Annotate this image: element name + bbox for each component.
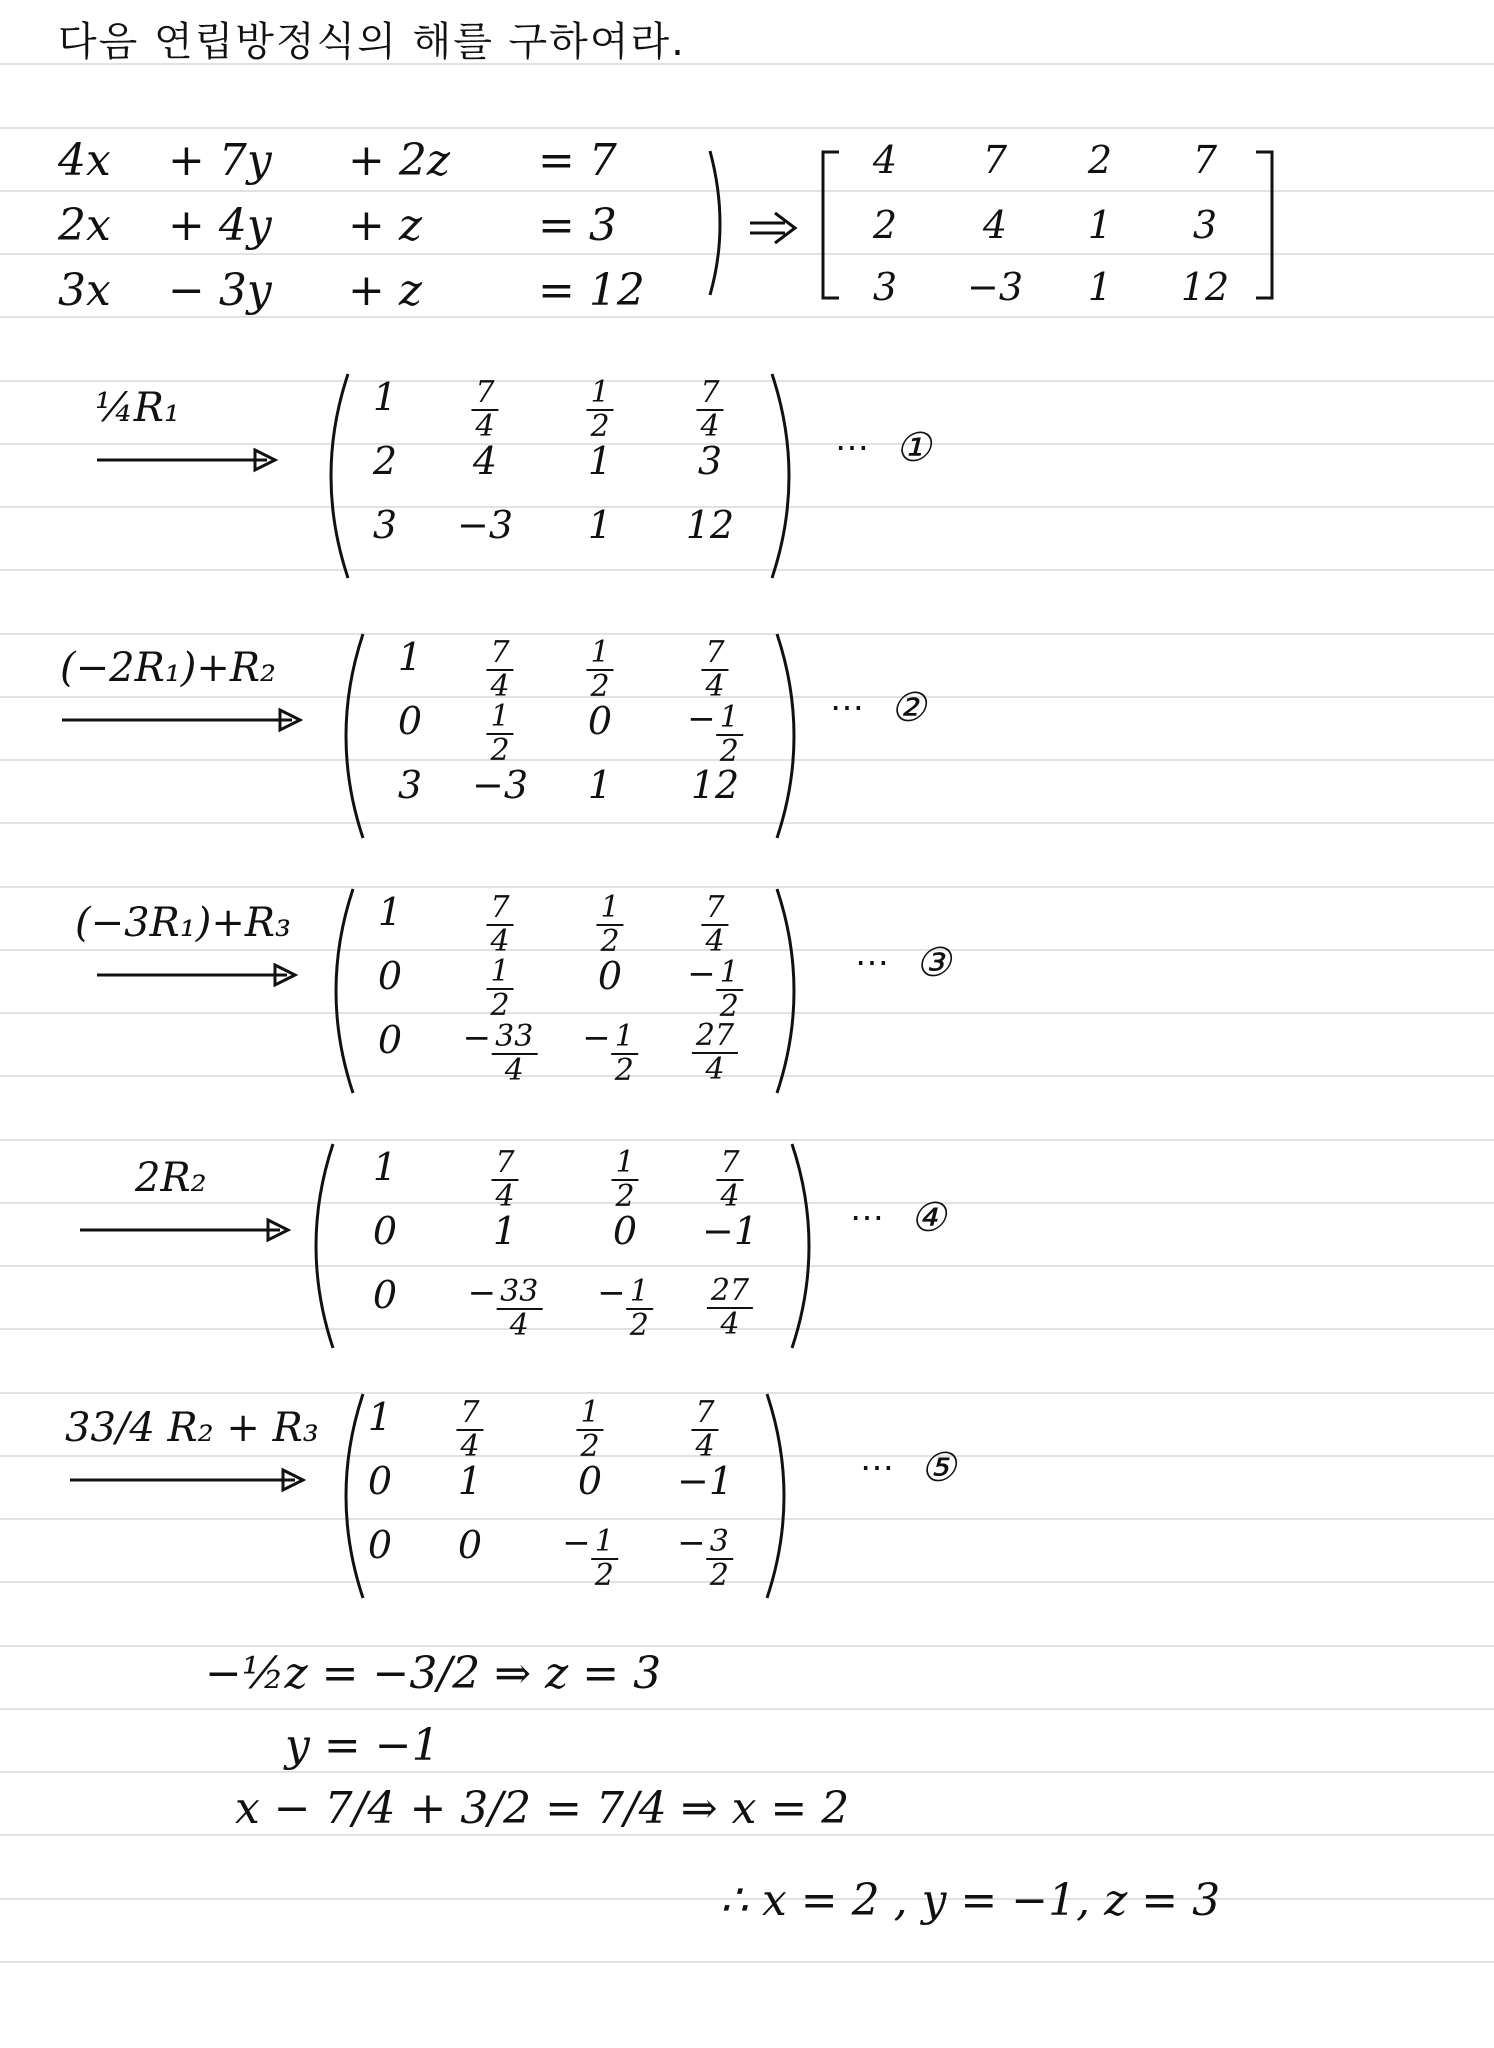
fraction: $\frac{7}{4}$	[456, 1398, 483, 1462]
matrix-cell: 2	[372, 439, 398, 483]
fraction: $\frac{1}{2}$	[596, 893, 623, 957]
ellipsis: ⋯	[860, 1448, 894, 1488]
solution-line-1: −½z = −3/2 ⇒ z = 3	[205, 1648, 662, 1699]
matrix-cell: 0	[367, 1523, 393, 1567]
ellipsis: ⋯	[830, 688, 864, 728]
arrow-icon	[60, 705, 310, 735]
augmented-left-bracket	[815, 148, 845, 308]
matrix-cell	[586, 375, 613, 442]
matrix-cell: − $\frac{1}{2}$	[597, 1273, 653, 1341]
solution-y	[285, 1720, 440, 1771]
cell: 7	[1192, 138, 1218, 182]
matrix-cell: 1	[397, 635, 423, 679]
matrix-cell: 0	[372, 1209, 398, 1253]
fraction: $\frac{1}{2}$	[611, 1022, 638, 1086]
matrix-cell: 1	[587, 763, 613, 807]
solution-line-3: x − 7/4 + 3/2 = 7/4 ⇒ x = 2	[235, 1783, 850, 1834]
row-operation-label: ¼R₁	[95, 385, 180, 431]
matrix-cell: − $\frac{1}{2}$	[562, 1523, 618, 1591]
matrix-cell: 1	[372, 1145, 398, 1189]
fraction: $\frac{3}{2}$	[706, 1527, 733, 1591]
arrow-icon	[95, 960, 305, 990]
cell: 12	[1180, 265, 1230, 309]
system-brace	[690, 145, 830, 305]
final-answer	[720, 1875, 1220, 1926]
system-row-1	[58, 135, 658, 195]
cell: 1	[1087, 203, 1113, 247]
matrix-cell: −1	[701, 1209, 759, 1253]
matrix-cell: 1	[367, 1395, 393, 1439]
term: = 3	[538, 200, 617, 251]
fraction: $\frac{7}{4}$	[491, 1148, 518, 1212]
term: + z	[348, 265, 423, 316]
fraction: $\frac{1}{2}$	[591, 1527, 618, 1591]
matrix-cell: 0	[587, 699, 613, 743]
matrix-cell: 0	[457, 1523, 483, 1567]
fraction: $\frac{7}{4}$	[471, 378, 498, 442]
cell: 2	[872, 203, 898, 247]
matrix-cell	[486, 699, 513, 766]
fraction: $\frac{33}{4}$	[491, 1022, 537, 1086]
matrix-cell: − $\frac{3}{2}$	[677, 1523, 733, 1591]
problem-title: 다음 연립방정식의 해를 구하여라.	[58, 19, 686, 65]
fraction: $\frac{7}{4}$	[696, 378, 723, 442]
term: + 2z	[348, 135, 451, 186]
final-answer-text: ∴ x = 2 , y = −1, z = 3	[720, 1875, 1221, 1926]
term: − 3y	[168, 265, 272, 316]
fraction: $\frac{1}{2}$	[626, 1277, 653, 1341]
circled-step-number: ④	[910, 1195, 946, 1241]
fraction: $\frac{1}{2}$	[576, 1398, 603, 1462]
matrix-cell: − $\frac{1}{2}$	[687, 954, 743, 1022]
matrix-cell	[491, 1145, 518, 1212]
cell: −3	[966, 265, 1024, 309]
fraction: $\frac{7}{4}$	[701, 638, 728, 702]
circled-step-number: ①	[895, 425, 931, 471]
matrix-cell	[707, 1273, 753, 1340]
ellipsis: ⋯	[850, 1198, 884, 1238]
fraction: $\frac{1}{2}$	[486, 702, 513, 766]
matrix-cell: 1	[587, 439, 613, 483]
fraction: $\frac{7}{4}$	[691, 1398, 718, 1462]
matrix-cell: 1	[372, 375, 398, 419]
term: + 4y	[168, 200, 272, 251]
fraction: $\frac{27}{4}$	[707, 1276, 753, 1340]
matrix-cell: 0	[372, 1273, 398, 1317]
matrix-cell: 3	[372, 503, 398, 547]
matrix-cell: 4	[472, 439, 498, 483]
matrix-cell	[692, 1018, 738, 1085]
matrix-cell	[696, 375, 723, 442]
fraction: $\frac{1}{2}$	[586, 378, 613, 442]
matrix-cell: 3	[697, 439, 723, 483]
fraction: $\frac{7}{4}$	[716, 1148, 743, 1212]
fraction: $\frac{7}{4}$	[486, 638, 513, 702]
matrix-cell	[691, 1395, 718, 1462]
solution-line-2: y = −1	[285, 1720, 440, 1771]
matrix-cell: 0	[397, 699, 423, 743]
arrow-icon	[78, 1215, 298, 1245]
fraction: $\frac{1}{2}$	[716, 958, 743, 1022]
cell: 1	[1087, 265, 1113, 309]
cell: 2	[1087, 138, 1113, 182]
term: 4x	[58, 135, 111, 186]
row-operation-label: 2R₂	[135, 1155, 207, 1201]
matrix-cell: −3	[471, 763, 529, 807]
term: = 7	[538, 135, 617, 186]
matrix-cell: 3	[397, 763, 423, 807]
matrix-cell: 0	[577, 1459, 603, 1503]
ellipsis: ⋯	[855, 943, 889, 983]
solution-x	[235, 1783, 849, 1834]
system-row-3	[58, 265, 658, 325]
term: = 12	[538, 265, 645, 316]
matrix-cell	[486, 890, 513, 957]
cell: 3	[1192, 203, 1218, 247]
matrix-cell: 1	[377, 890, 403, 934]
matrix-cell: 1	[492, 1209, 518, 1253]
matrix-cell: − $\frac{1}{2}$	[582, 1018, 638, 1086]
circled-step-number: ⑤	[920, 1445, 956, 1491]
arrow-icon	[95, 445, 285, 475]
matrix-cell	[486, 635, 513, 702]
solution-z	[205, 1648, 661, 1699]
cell: 4	[982, 203, 1008, 247]
step-marker	[855, 940, 959, 986]
matrix-cell: 0	[377, 1018, 403, 1062]
ellipsis: ⋯	[835, 428, 869, 468]
matrix-cell	[596, 890, 623, 957]
matrix-cell	[611, 1145, 638, 1212]
step-marker	[860, 1445, 964, 1491]
cell: 7	[982, 138, 1008, 182]
matrix-cell	[456, 1395, 483, 1462]
matrix-cell	[716, 1145, 743, 1212]
fraction: $\frac{1}{2}$	[586, 638, 613, 702]
matrix-cell: 1	[587, 503, 613, 547]
matrix-cell: − $\frac{33}{4}$	[463, 1018, 538, 1086]
matrix-cell: − $\frac{1}{2}$	[687, 699, 743, 767]
cell: 4	[872, 138, 898, 182]
matrix-cell: 0	[367, 1459, 393, 1503]
step-marker	[830, 685, 934, 731]
term: + z	[348, 200, 423, 251]
circled-step-number: ③	[915, 940, 951, 986]
step-marker	[850, 1195, 954, 1241]
matrix-cell	[701, 635, 728, 702]
matrix-cell: − $\frac{33}{4}$	[468, 1273, 543, 1341]
matrix-cell	[576, 1395, 603, 1462]
matrix-cell: 1	[457, 1459, 483, 1503]
matrix-cell	[471, 375, 498, 442]
row-operation-label: (−3R₁)+R₃	[75, 900, 291, 946]
fraction: $\frac{7}{4}$	[486, 893, 513, 957]
row-operation-label: 33/4 R₂ + R₃	[65, 1405, 319, 1451]
fraction: $\frac{7}{4}$	[701, 893, 728, 957]
matrix-cell	[486, 954, 513, 1021]
circled-step-number: ②	[890, 685, 926, 731]
fraction: $\frac{1}{2}$	[716, 703, 743, 767]
fraction: $\frac{27}{4}$	[692, 1021, 738, 1085]
term: 3x	[58, 265, 111, 316]
matrix-cell: 0	[597, 954, 623, 998]
term: + 7y	[168, 135, 272, 186]
fraction: $\frac{33}{4}$	[496, 1277, 542, 1341]
matrix-cell: −1	[676, 1459, 734, 1503]
matrix-cell: 12	[685, 503, 735, 547]
matrix-cell	[586, 635, 613, 702]
cell: 3	[872, 265, 898, 309]
matrix-cell: 12	[690, 763, 740, 807]
term: 2x	[58, 200, 111, 251]
matrix-cell: −3	[456, 503, 514, 547]
step-marker	[835, 425, 939, 471]
system-row-2	[58, 200, 658, 260]
matrix-cell: 0	[377, 954, 403, 998]
fraction: $\frac{1}{2}$	[486, 957, 513, 1021]
row-operation-label: (−2R₁)+R₂	[60, 645, 276, 691]
augmented-right-bracket	[1250, 148, 1280, 308]
fraction: $\frac{1}{2}$	[611, 1148, 638, 1212]
matrix-cell	[701, 890, 728, 957]
matrix-cell: 0	[612, 1209, 638, 1253]
arrow-icon	[68, 1465, 313, 1495]
